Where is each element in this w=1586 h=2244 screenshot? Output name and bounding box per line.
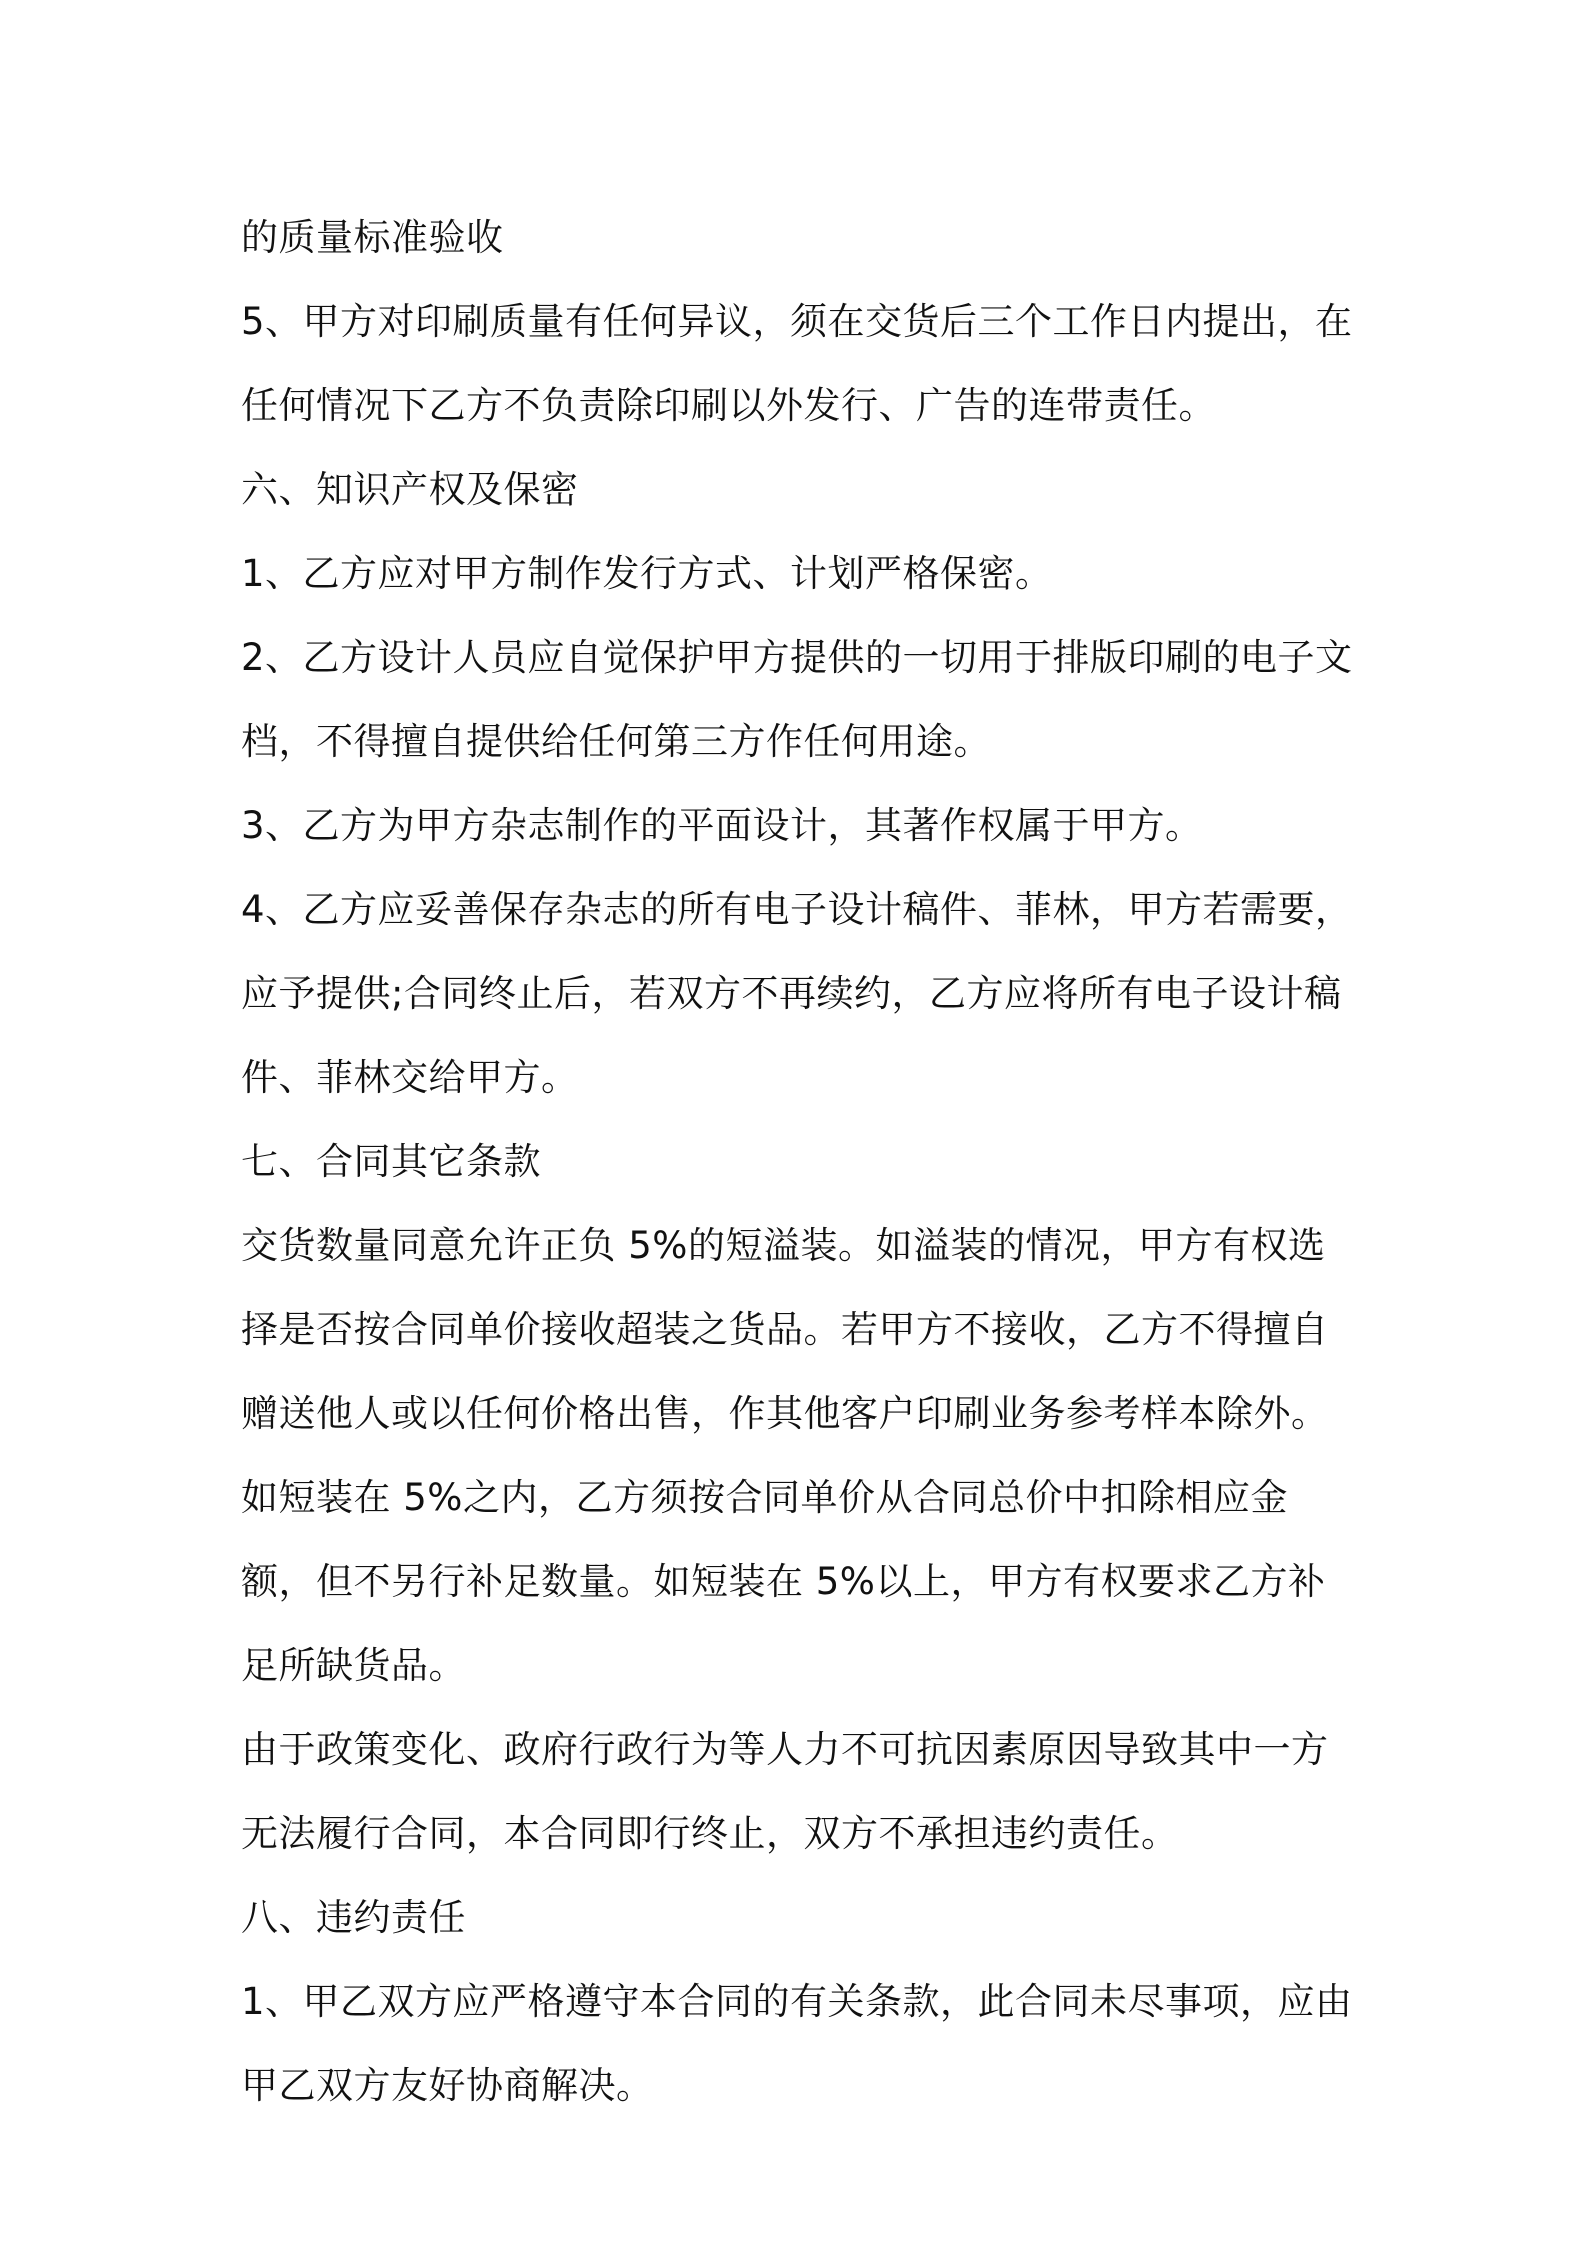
section-heading-ip-confidentiality: 六、知识产权及保密	[241, 468, 579, 511]
paragraph-quality-standard: 的质量标准验收	[241, 216, 504, 259]
document-body	[241, 196, 1361, 2128]
section-heading-breach-liability: 八、违约责任	[241, 1896, 466, 1939]
paragraph-ip-clause-2: 2、乙方设计人员应自觉保护甲方提供的一切用于排版印刷的电子文档，不得擅自提供给任何第三方作任何用途。	[241, 636, 1353, 763]
paragraph-ip-clause-1: 1、乙方应对甲方制作发行方式、计划严格保密。	[241, 552, 1053, 595]
section-heading-other-terms: 七、合同其它条款	[241, 1140, 541, 1183]
paragraph-delivery-quantity: 交货数量同意允许正负 5%的短溢装。如溢装的情况，甲方有权选择是否按合同单价接收超装之货品。若甲方不接收，乙方不得擅自赠送他人或以任何价格出售，作其他客户印刷业务参考样本除外。如短装在 5%之内，乙方须按合同单价从合同总价中扣除相应金额，但不另行补足数量。如短装在 5%以上，甲方有权要求乙方补足所缺货品。	[241, 1224, 1329, 1687]
paragraph-ip-clause-4: 4、乙方应妥善保存杂志的所有电子设计稿件、菲林，甲方若需要，应予提供;合同终止后，若双方不再续约，乙方应将所有电子设计稿件、菲林交给甲方。	[241, 888, 1353, 1099]
paragraph-clause-5: 5、甲方对印刷质量有任何异议，须在交货后三个工作日内提出，在任何情况下乙方不负责除印刷以外发行、广告的连带责任。	[241, 300, 1353, 427]
paragraph-breach-clause-1: 1、甲乙双方应严格遵守本合同的有关条款，此合同未尽事项，应由甲乙双方友好协商解决。	[241, 1980, 1353, 2107]
paragraph-ip-clause-3: 3、乙方为甲方杂志制作的平面设计，其著作权属于甲方。	[241, 804, 1203, 847]
paragraph-force-majeure: 由于政策变化、政府行政行为等人力不可抗因素原因导致其中一方无法履行合同，本合同即行终止，双方不承担违约责任。	[241, 1728, 1329, 1855]
